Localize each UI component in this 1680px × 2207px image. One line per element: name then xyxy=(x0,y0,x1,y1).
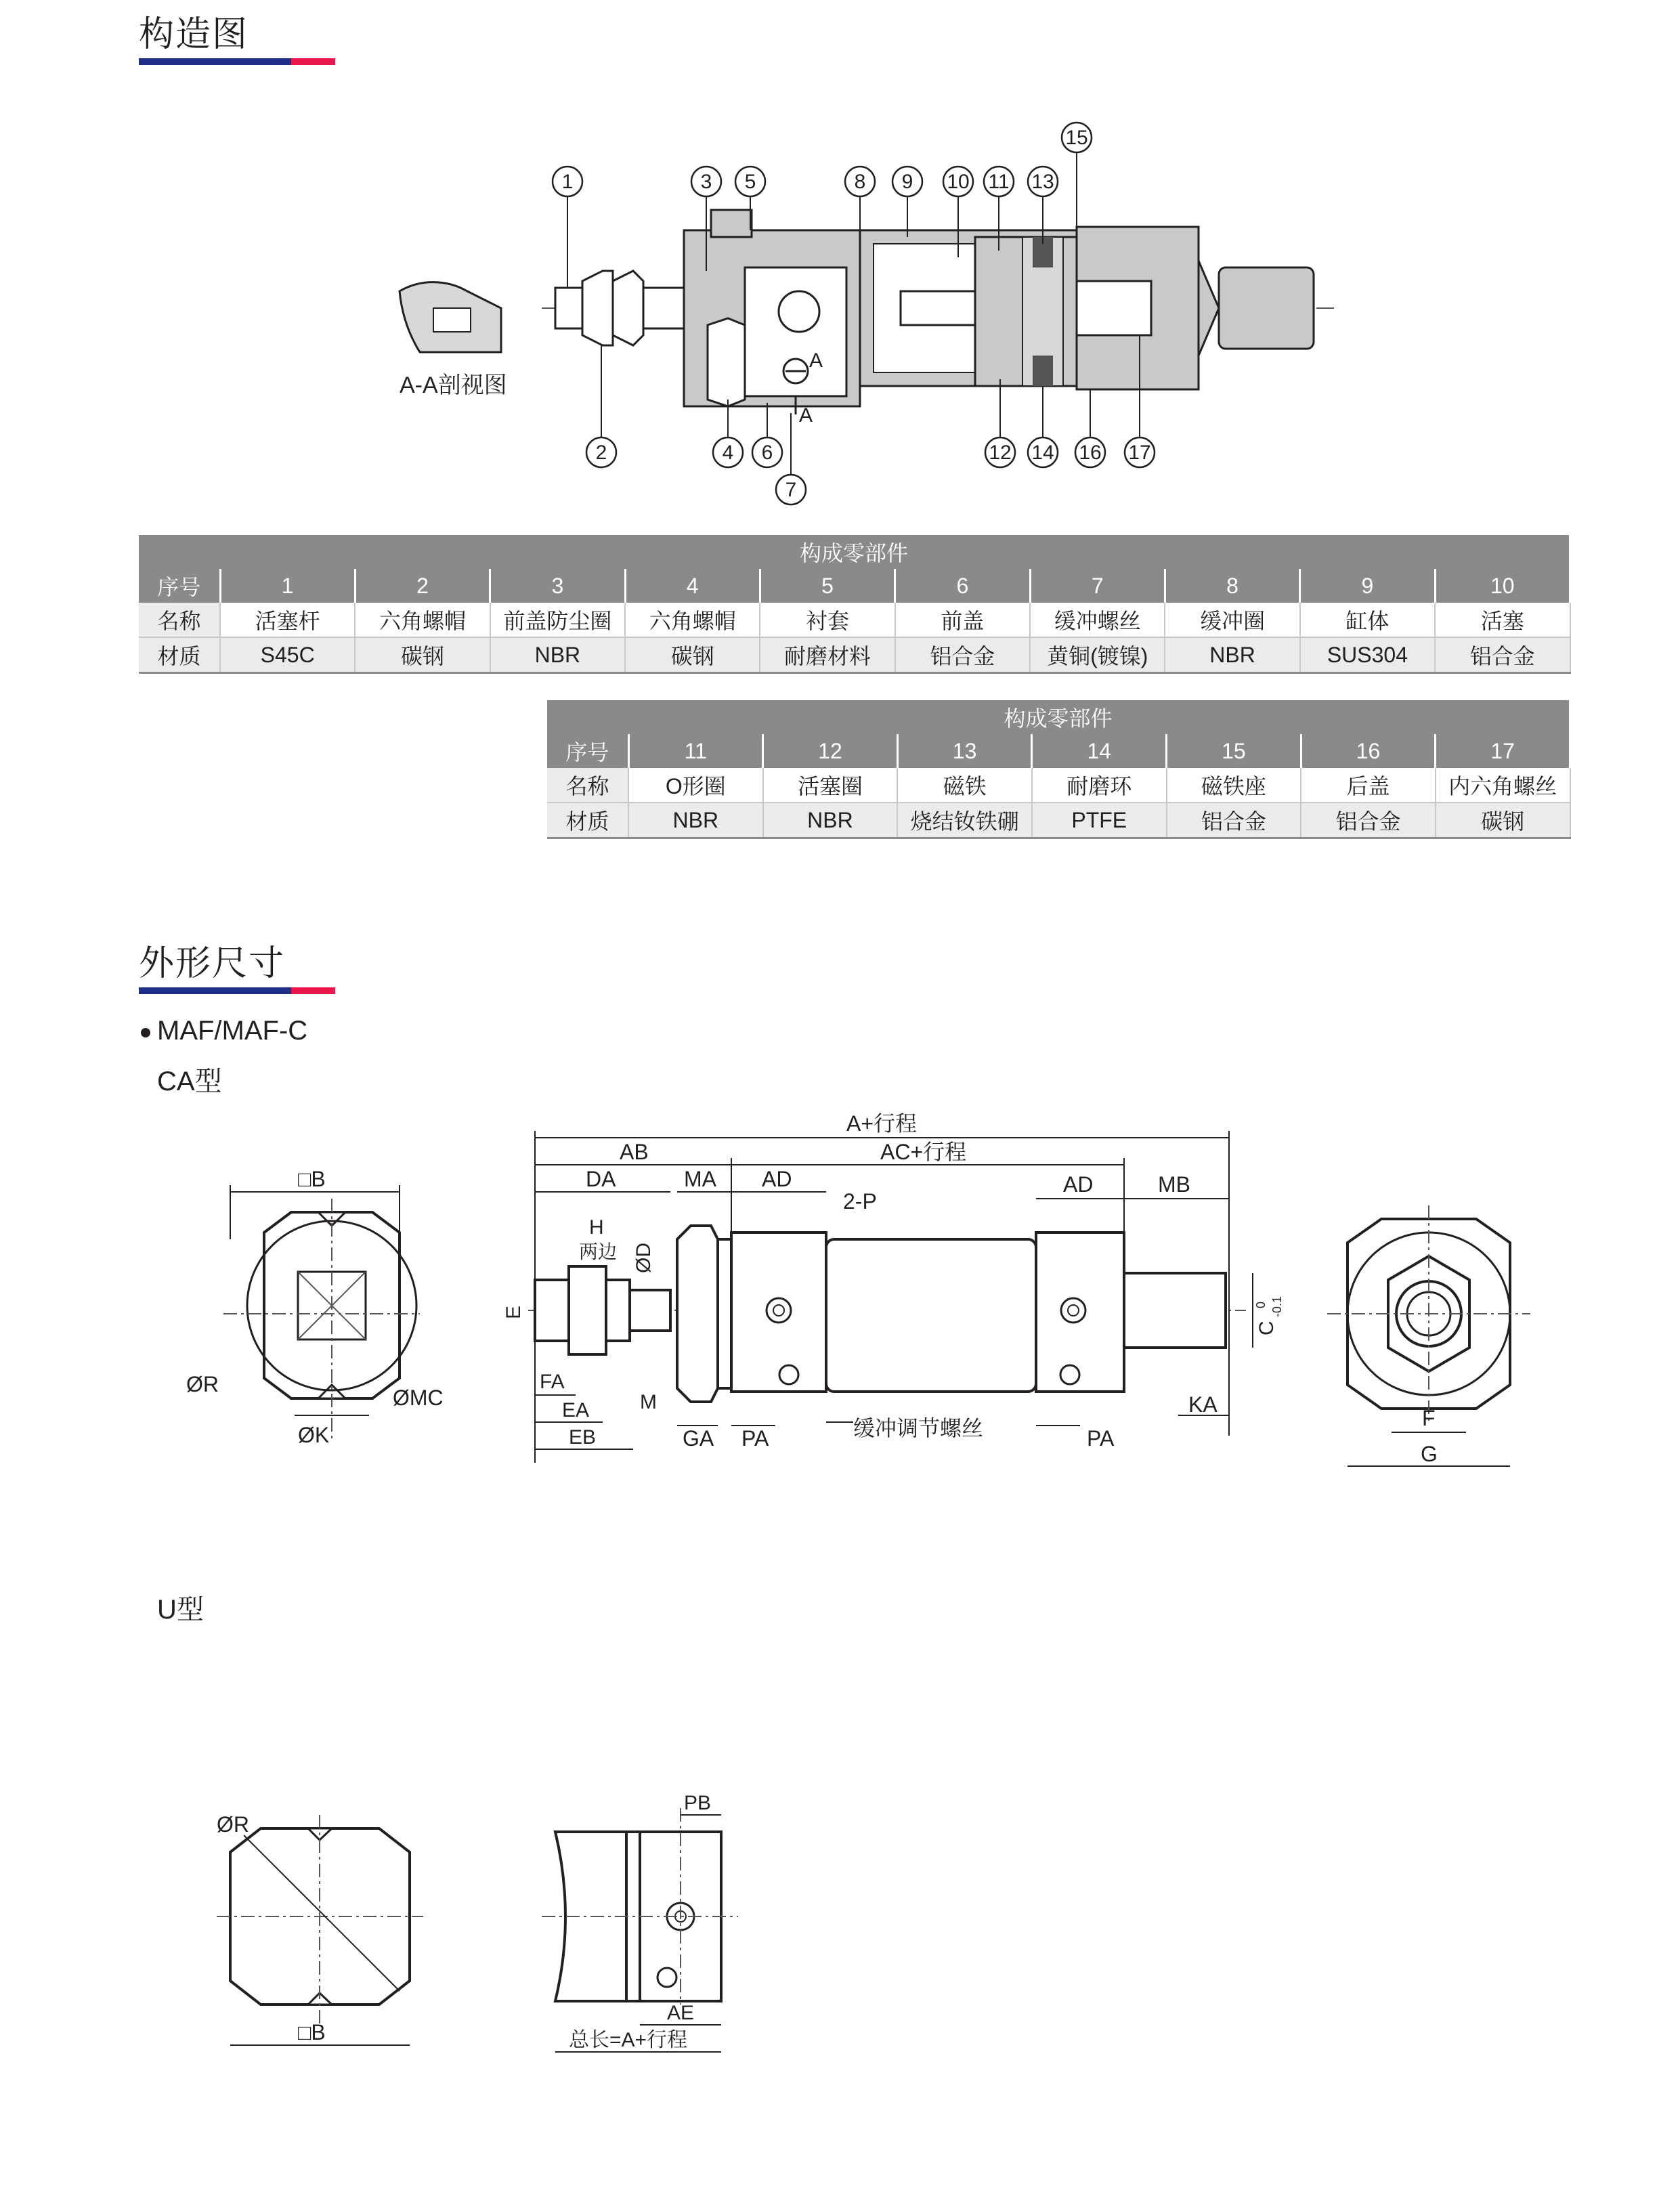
cell-material-11: NBR xyxy=(628,802,763,838)
cell-name-10: 活塞 xyxy=(1435,603,1570,637)
callout-3: 3 xyxy=(700,171,712,193)
svg-text:□B: □B xyxy=(298,2020,326,2044)
svg-text:2-P: 2-P xyxy=(843,1189,877,1214)
cell-material-8: NBR xyxy=(1165,637,1299,673)
ca-drawing xyxy=(0,1111,1680,1490)
svg-text:G: G xyxy=(1421,1442,1438,1466)
cell-name-9: 缸体 xyxy=(1300,603,1435,637)
u-drawing xyxy=(0,1774,1680,2079)
cell-material-4: 碳钢 xyxy=(625,637,760,673)
callout-5: 5 xyxy=(744,171,756,193)
svg-text:AD: AD xyxy=(1063,1172,1094,1197)
cell-no-14: 14 xyxy=(1032,734,1167,768)
cell-material-10: 铝合金 xyxy=(1435,637,1570,673)
cell-material-2: 碳钢 xyxy=(355,637,490,673)
cell-no-7: 7 xyxy=(1030,569,1165,603)
svg-text:PA: PA xyxy=(741,1426,769,1451)
svg-text:ØD: ØD xyxy=(632,1243,655,1273)
svg-text:AD: AD xyxy=(762,1167,792,1191)
cell-name-13: 磁铁 xyxy=(897,768,1032,802)
svg-text:DA: DA xyxy=(586,1167,616,1191)
cell-no-10: 10 xyxy=(1435,569,1570,603)
cell-material-17: 碳钢 xyxy=(1436,802,1570,838)
u-side-view xyxy=(542,1792,738,2052)
svg-text:ØR: ØR xyxy=(217,1812,249,1837)
u-front-view xyxy=(217,1812,423,2045)
cell-material-12: NBR xyxy=(763,802,898,838)
cell-material-16: 铝合金 xyxy=(1301,802,1436,838)
cell-no-2: 2 xyxy=(355,569,490,603)
svg-text:AB: AB xyxy=(620,1140,649,1164)
cell-no-1: 1 xyxy=(220,569,355,603)
row-label-no: 序号 xyxy=(547,734,628,768)
series-bullet xyxy=(141,1028,150,1037)
callout-6: 6 xyxy=(761,442,773,464)
cell-material-3: NBR xyxy=(490,637,625,673)
callout-17: 17 xyxy=(1128,442,1151,464)
ca-rear-view xyxy=(1327,1205,1530,1466)
parts-table-1 xyxy=(139,535,1571,674)
svg-text:A+行程: A+行程 xyxy=(846,1111,918,1136)
callout-1: 1 xyxy=(561,171,574,193)
row-label-material: 材质 xyxy=(139,637,220,673)
hex-nut-4 xyxy=(708,318,745,406)
cell-no-6: 6 xyxy=(895,569,1030,603)
callout-11: 11 xyxy=(988,171,1010,193)
ca-front-view xyxy=(186,1167,444,1447)
callout-10: 10 xyxy=(947,171,970,193)
cell-name-7: 缓冲螺丝 xyxy=(1030,603,1165,637)
cell-name-3: 前盖防尘圈 xyxy=(490,603,625,637)
cell-name-8: 缓冲圈 xyxy=(1165,603,1299,637)
cell-material-9: SUS304 xyxy=(1300,637,1435,673)
cell-name-17: 内六角螺丝 xyxy=(1436,768,1570,802)
cell-name-6: 前盖 xyxy=(895,603,1030,637)
cell-material-7: 黄铜(镀镍) xyxy=(1030,637,1165,673)
callout-8: 8 xyxy=(854,171,866,193)
callout-13: 13 xyxy=(1031,171,1054,193)
svg-text:-0.1: -0.1 xyxy=(1270,1295,1284,1317)
cell-name-1: 活塞杆 xyxy=(220,603,355,637)
svg-text:ØR: ØR xyxy=(186,1372,219,1396)
svg-text:□B: □B xyxy=(298,1167,326,1191)
svg-text:FA: FA xyxy=(540,1371,565,1393)
rod-end-nut xyxy=(582,271,613,345)
cell-name-11: O形圈 xyxy=(628,768,763,802)
section-marker-a-top: A xyxy=(809,349,823,372)
svg-text:MB: MB xyxy=(1158,1172,1190,1197)
svg-text:总长=A+行程: 总长=A+行程 xyxy=(569,2029,688,2051)
svg-text:两边: 两边 xyxy=(579,1241,618,1262)
cell-no-4: 4 xyxy=(625,569,760,603)
callout-2: 2 xyxy=(595,442,607,464)
svg-text:F: F xyxy=(1422,1406,1436,1430)
table-2-header: 构成零部件 xyxy=(547,700,1570,734)
cell-name-2: 六角螺帽 xyxy=(355,603,490,637)
svg-text:缓冲调节螺丝: 缓冲调节螺丝 xyxy=(853,1416,984,1440)
cell-material-1: S45C xyxy=(220,637,355,673)
callout-7: 7 xyxy=(785,479,797,501)
cell-material-6: 铝合金 xyxy=(895,637,1030,673)
cell-name-12: 活塞圈 xyxy=(763,768,898,802)
structure-section-title: 构造图 xyxy=(139,15,249,54)
series-label: MAF/MAF-C xyxy=(157,1016,308,1046)
cell-name-5: 衬套 xyxy=(760,603,895,637)
svg-text:EB: EB xyxy=(569,1426,597,1449)
u-type-label: U型 xyxy=(157,1595,204,1625)
ca-side-view xyxy=(502,1111,1284,1463)
svg-text:MA: MA xyxy=(684,1167,716,1191)
cell-no-12: 12 xyxy=(763,734,898,768)
callout-15: 15 xyxy=(1065,127,1088,149)
cell-no-9: 9 xyxy=(1300,569,1435,603)
svg-text:C: C xyxy=(1255,1321,1278,1335)
svg-text:AE: AE xyxy=(667,2002,695,2024)
svg-text:H: H xyxy=(589,1216,604,1239)
cell-no-15: 15 xyxy=(1167,734,1301,768)
cell-no-3: 3 xyxy=(490,569,625,603)
row-label-name: 名称 xyxy=(547,768,628,802)
cell-material-13: 烧结钕铁硼 xyxy=(897,802,1032,838)
svg-text:M: M xyxy=(640,1391,657,1413)
cell-material-5: 耐磨材料 xyxy=(760,637,895,673)
cell-no-13: 13 xyxy=(897,734,1032,768)
cell-no-11: 11 xyxy=(628,734,763,768)
callout-12: 12 xyxy=(989,442,1012,464)
svg-text:PA: PA xyxy=(1087,1426,1115,1451)
row-label-name: 名称 xyxy=(139,603,220,637)
cell-material-14: PTFE xyxy=(1032,802,1167,838)
cell-material-15: 铝合金 xyxy=(1167,802,1301,838)
callout-9: 9 xyxy=(901,171,913,193)
cell-no-5: 5 xyxy=(760,569,895,603)
dimensions-title-underline xyxy=(139,987,335,994)
rear-fitting xyxy=(1219,267,1314,349)
cell-no-8: 8 xyxy=(1165,569,1299,603)
row-label-no: 序号 xyxy=(139,569,220,603)
callout-14: 14 xyxy=(1031,442,1054,464)
svg-text:ØMC: ØMC xyxy=(393,1386,444,1410)
cell-no-16: 16 xyxy=(1301,734,1436,768)
parts-table-2 xyxy=(547,700,1571,839)
svg-text:ØK: ØK xyxy=(298,1423,330,1447)
svg-text:0: 0 xyxy=(1254,1301,1268,1308)
svg-text:GA: GA xyxy=(683,1426,714,1451)
cell-no-17: 17 xyxy=(1436,734,1570,768)
row-label-material: 材质 xyxy=(547,802,628,838)
svg-text:EA: EA xyxy=(562,1399,590,1421)
section-marker-a-bottom: A xyxy=(799,404,813,427)
svg-text:E: E xyxy=(502,1305,525,1319)
callout-16: 16 xyxy=(1079,442,1102,464)
table-1-header: 构成零部件 xyxy=(139,535,1570,569)
ca-type-label: CA型 xyxy=(157,1067,222,1096)
dimensions-section-title: 外形尺寸 xyxy=(139,944,286,983)
svg-text:PB: PB xyxy=(684,1792,712,1814)
cell-name-4: 六角螺帽 xyxy=(625,603,760,637)
svg-text:AC+行程: AC+行程 xyxy=(880,1140,967,1164)
cell-name-16: 后盖 xyxy=(1301,768,1436,802)
callout-4: 4 xyxy=(722,442,734,464)
svg-text:KA: KA xyxy=(1188,1392,1218,1417)
structure-title-underline xyxy=(139,58,335,65)
cell-name-14: 耐磨环 xyxy=(1032,768,1167,802)
cell-name-15: 磁铁座 xyxy=(1167,768,1301,802)
section-aa-label: A-A剖视图 xyxy=(400,372,507,398)
